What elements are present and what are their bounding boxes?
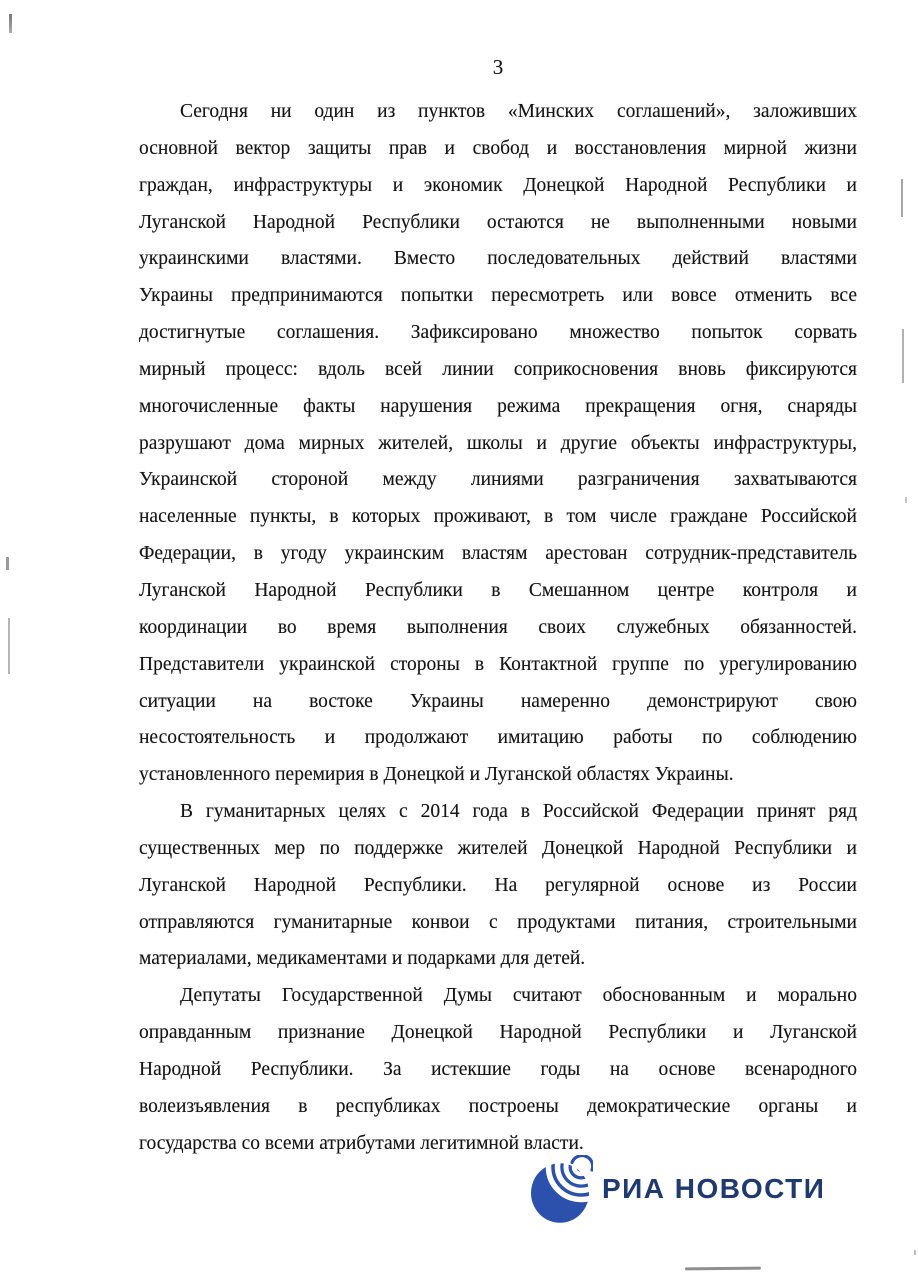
text-line: ситуации на востоке Украины намеренно демонстрируют свою: [139, 690, 857, 712]
text-line: государства со всеми атрибутами легитимной власти.: [139, 1132, 584, 1154]
text-line: отправляются гуманитарные конвои с продуктами питания, строительными: [139, 911, 857, 933]
text-line: Луганской Народной Республики. На регулярной основе из России: [139, 874, 857, 896]
ria-logo-text: РИА НОВОСТИ: [602, 1173, 826, 1204]
text-line: достигнутые соглашения. Зафиксировано множество попыток сорвать: [139, 322, 857, 344]
text-line: мирный процесс: вдоль всей линии соприкосновения вновь фиксируются: [139, 358, 857, 380]
text-line: Федерации, в угоду украинским властям арестован сотрудник-представитель: [139, 543, 857, 565]
text-line: разрушают дома мирных жителей, школы и другие объекты инфраструктуры,: [139, 432, 857, 454]
scan-artifact: [9, 14, 12, 33]
text-line: Сегодня ни один из пунктов «Минских соглашений», заложивших: [180, 101, 857, 122]
text-line: многочисленные факты нарушения режима прекращения огня, снаряды: [139, 395, 857, 417]
text-line: В гуманитарных целях с 2014 года в Российской Федерации принят ряд: [180, 801, 857, 823]
text-line: несостоятельность и продолжают имитацию работы по соблюдению: [139, 727, 857, 749]
scan-artifact: [6, 557, 9, 570]
ria-novosti-logo: [531, 1156, 825, 1222]
text-line: координации во время выполнения своих служебных обязанностей.: [139, 616, 857, 638]
text-line: Депутаты Государственной Думы считают обоснованным и морально: [180, 985, 857, 1007]
scan-artifact: [8, 618, 10, 674]
text-line: граждан, инфраструктуры и экономик Донецкой Народной Республики и: [139, 174, 857, 196]
text-line: Представители украинской стороны в Контактной группе по урегулированию: [139, 653, 857, 675]
ria-globe-icon: [531, 1155, 593, 1223]
text-line: установленного перемирия в Донецкой и Луганской областях Украины.: [139, 764, 734, 786]
text-line: Украинской стороной между линиями разграничения захватываются: [139, 469, 857, 491]
text-line: материалами, медикаментами и подарками для детей.: [139, 948, 586, 970]
text-line: Украины предпринимаются попытки пересмотреть или вовсе отменить все: [139, 285, 857, 307]
text-line: Луганской Народной Республики в Смешанном центре контроля и: [139, 579, 857, 601]
scan-artifact: [914, 1250, 916, 1255]
text-line: оправданным признание Донецкой Народной Республики и Луганской: [139, 1022, 857, 1044]
scan-artifact: [905, 497, 907, 503]
scan-artifact: [902, 329, 904, 383]
document-body: [139, 94, 857, 1162]
text-line: основной вектор защиты прав и свобод и восстановления мирной жизни: [139, 137, 857, 159]
scan-artifact: [901, 179, 903, 217]
text-line: волеизъявления в республиках построены демократические органы и: [139, 1095, 857, 1117]
text-line: Народной Республики. За истекшие годы на основе всенародного: [139, 1058, 857, 1080]
page-number: 3: [492, 55, 504, 79]
scan-artifact: [685, 1267, 761, 1270]
text-line: украинскими властями. Вместо последовательных действий властями: [139, 248, 857, 270]
text-line: существенных мер по поддержке жителей Донецкой Народной Республики и: [139, 837, 857, 859]
text-line: населенные пункты, в которых проживают, в том числе граждане Российской: [139, 506, 857, 528]
text-line: Луганской Народной Республики остаются не выполненными новыми: [139, 211, 857, 233]
